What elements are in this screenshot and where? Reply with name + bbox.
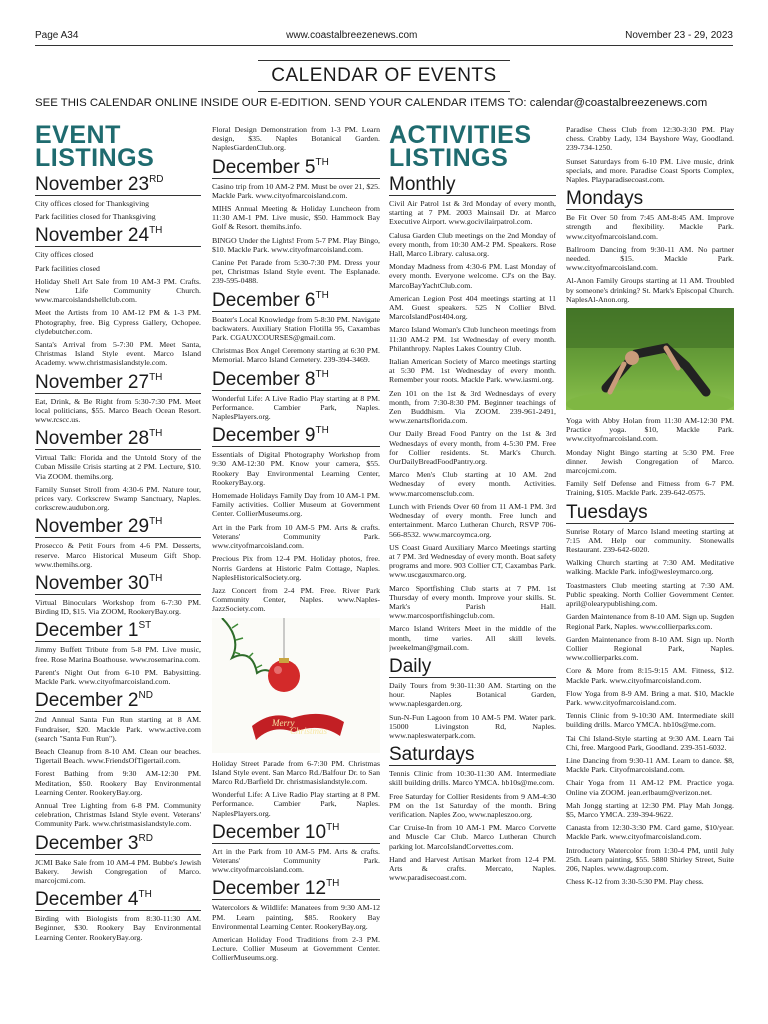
date-heading: [35, 620, 201, 642]
date-heading: [35, 372, 201, 394]
date-heading: [212, 290, 380, 312]
listing-entry: Garden Maintenance from 8-10 AM. Sign up. Sugden Regional Park, Naples. www.collierparks.com.: [566, 612, 734, 631]
column-event-listings-2: [212, 125, 380, 1020]
listing-entry: Our Daily Bread Food Pantry on the 1st & 3rd Wednesdays of every month, from 4-5:30 PM. Free for Collier residents. St. Mark's Church. OurDailyBreadFoodPantry.org.: [389, 429, 556, 467]
listing-entry: Toastmasters Club meeting starting at 7:30 AM. Public speaking. North Collier Government Center. april@olearypublishing.com.: [566, 580, 734, 609]
listing-entry: Garden Maintenance from 8-10 AM. Sign up. North Collier Regional Park, Naples. www.collierparks.com.: [566, 634, 734, 663]
listing-entry: Yoga with Abby Holan from 11:30 AM-12:30 PM. Practice yoga. $10, Mackle Park. www.cityofmarcoisland.com.: [566, 416, 734, 444]
section-heading: Tuesdays: [566, 502, 734, 524]
listing-entry: JCMI Bake Sale from 10 AM-4 PM. Bubbe's Jewish Bakery. Jewish Congregation of Marco. marcojcmi.com.: [35, 857, 201, 885]
date-text: December 9: [212, 425, 316, 447]
date-heading: [35, 225, 201, 247]
listing-entry: Daily Tours from 9:30-11:30 AM. Starting on the hour. Naples Botanical Garden, www.naplesgarden.org.: [389, 680, 556, 709]
listing-entry: Flow Yoga from 8-9 AM. Bring a mat. $10, Mackle Park. www.cityofmarcoisland.com.: [566, 688, 734, 707]
column-activities-1: [389, 124, 556, 1019]
listing-entry: Introductory Watercolor from 1:30-4 PM, until July 25th. Learn painting, $55. 5880 Shirley Street, Suite 206, Naples. www.dagroup.com.: [566, 845, 734, 873]
date-ordinal: TH: [149, 516, 163, 528]
date-text: November 27: [35, 371, 150, 393]
listing-entry: Marco Island Woman's Club luncheon meetings from 11:30 AM-2 PM. 1st Wednesday of every month. Philanthropy. Naples Lakes Country Club.: [389, 325, 556, 353]
christmas-ornament-image: [212, 618, 380, 753]
event-listings-heading-line2: LISTINGS: [35, 144, 155, 172]
listing-entry: Wonderful Life: A Live Radio Play starting at 8 PM. Performance. Cambier Park, Naples. NaplesPlayers.org.: [212, 393, 380, 422]
listing-entry: Canine Pet Parade from 5:30-7:30 PM. Dress your pet, Christmas Island Style event. The Esplanade. 239-595-0488.: [212, 258, 380, 286]
listing-entry: Hand and Harvest Artisan Market from 12-4 PM. Arts & crafts. Mercato, Naples. www.paradisecoast.com.: [389, 854, 556, 883]
date-heading: [212, 157, 380, 179]
event-listings-heading: [35, 124, 201, 170]
listing-entry: Casino trip from 10 AM-2 PM. Must be over 21, $25. Mackle Park. www.cityofmarcoisland.com.: [212, 181, 380, 200]
listing-entry: US Coast Guard Auxiliary Marco Meetings starting at 7 PM. 3rd Wednesday of every month. Boat safety programs and more. 903 Collier CT, Caxambas Park. www.uscgauxmarco.org.: [389, 542, 556, 580]
date-heading: [212, 425, 380, 447]
listing-entry: Virtual Talk: Florida and the Untold Story of the Cuban Missile Crisis starting at 2 PM. Lecture, $10. Via ZOOM. themihs.org.: [35, 453, 201, 481]
listing-entry: Beach Cleanup from 8-10 AM. Clean our beaches. Tigertail Beach. www.FriendsOfTigertail.com.: [35, 746, 201, 766]
listing-entry: City offices closed: [35, 250, 94, 260]
date-text: December 3: [35, 832, 139, 854]
event-listings-heading-line1: EVENT: [35, 124, 121, 149]
listing-entry: Sunrise Rotary of Marco Island meeting starting at 7:15 AM. Help our community. Stonewalls Restaurant. 239-642-6020.: [566, 526, 734, 555]
listing-entry: Monday Madness from 4:30-6 PM. Last Monday of every month. Everyone welcome. CJ's on the Bay. MarcoBayYachtClub.com.: [389, 262, 556, 290]
issue-dates: November 23 - 29, 2023: [625, 30, 733, 41]
date-text: November 29: [35, 516, 150, 538]
listing-entry: Civil Air Patrol 1st & 3rd Monday of every month, starting at 7 PM. 2003 Mainsail Dr. at Marco Executive Airport. www.gocivilairpatrol.com.: [389, 199, 556, 227]
section-heading: Daily: [389, 656, 556, 678]
listing-entry: Line Dancing from 9:30-11 AM. Learn to dance. $8, Mackle Park. Cityofmarcoisland.com.: [566, 755, 734, 775]
section-heading: Mondays: [566, 188, 734, 210]
listing-entry: Precious Pix from 12-4 PM. Holiday photos, free. Norris Gardens at Historic Palm Cottage, Naples. NaplesHistoricalSociety.org.: [212, 554, 380, 582]
date-text: December 4: [35, 889, 139, 911]
listing-entry: Homemade Holidays Family Day from 10 AM-1 PM. Family activities. Collier Museum at Government Center. CollierMuseums.org.: [212, 491, 380, 519]
listing-entry: Forest Bathing from 9:30 AM-12:30 PM. Meditation, $50. Rookery Bay Environmental Learning Center. RookeryBay.org.: [35, 769, 201, 797]
date-ordinal: TH: [326, 821, 340, 833]
listing-entry: Paradise Chess Club from 12:30-3:30 PM. Play chess. Crabby Lady, 134 Bayshore Way, Goodland. 239-734-1250.: [566, 125, 734, 153]
date-text: November 24: [35, 225, 150, 247]
date-heading: [212, 878, 380, 900]
listing-entry: American Legion Post 404 meetings starting at 11 AM. Guest speakers. 525 N Collier Blvd. MarcoIslandPost404.org.: [389, 293, 556, 322]
listing-entry: Chair Yoga from 11 AM-12 PM. Practice yoga. Online via ZOOM. jean.erlbaum@verizon.net.: [566, 778, 734, 797]
merry-christmas-lettering: Christmas: [290, 725, 328, 736]
listing-entry: MIHS Annual Meeting & Holiday Luncheon from 11:30 AM-1 PM. Live music, $50. Hammock Bay Golf & Resort. themihs.info.: [212, 204, 380, 232]
site-url[interactable]: www.coastalbreezenews.com: [286, 30, 418, 41]
listing-entry: Marco Island Writers Meet in the middle of the month, time varies. All skill levels. jweekelman@gmail.com.: [389, 624, 556, 652]
page-number: Page A34: [35, 30, 79, 41]
date-text: November 28: [35, 428, 150, 450]
column-activities-2: [566, 125, 734, 1020]
date-heading: [35, 174, 201, 196]
merry-christmas-lettering: Merry: [272, 717, 295, 728]
page-title: CALENDAR OF EVENTS: [258, 60, 510, 92]
listing-entry: Lunch with Friends Over 60 from 11 AM-1 PM. 3rd Wednesday of every month. Free lunch and entertainment. Marco Lutheran Church, RSVP 706-566-8532. www.marcoymca.org.: [389, 501, 556, 539]
listing-entry: Christmas Box Angel Ceremony starting at 6:30 PM. Memorial. Marco Island Cemetery. 239-394-3469.: [212, 346, 380, 365]
date-ordinal: TH: [149, 371, 163, 383]
date-ordinal: ND: [138, 690, 153, 702]
listing-entry: Sun-N-Fun Lagoon from 10 AM-5 PM. Water park. 15000 Livingston Rd, Naples. www.napleswaterpark.com.: [389, 712, 556, 740]
date-heading: [35, 516, 201, 538]
date-ordinal: RD: [149, 174, 164, 185]
listing-entry: Chess K-12 from 3:30-5:30 PM. Play chess.: [566, 877, 704, 887]
listing-entry: American Holiday Food Traditions from 2-3 PM. Lecture. Collier Museum at Government Center. CollierMuseums.org.: [212, 934, 380, 963]
listing-entry: Free Saturday for Collier Residents from 9 AM-4:30 PM on the 1st Saturday of the month. Bring verification. Naples Zoo, www.napleszoo.org.: [389, 791, 556, 819]
date-heading: [35, 428, 201, 450]
listing-entry: Tennis Clinic from 10:30-11:30 AM. Intermediate skill building drills. Marco YMCA. hb10s@me.com.: [389, 769, 556, 788]
date-text: November 23: [35, 174, 150, 195]
listing-entry: Eat, Drink, & Be Right from 5:30-7:30 PM. Meet local politicians, $55. Marco Beach Ocean Resort. www.rcscc.us.: [35, 396, 201, 425]
date-ordinal: TH: [149, 225, 163, 237]
listing-entry: Art in the Park from 10 AM-5 PM. Arts & crafts. Veterans' Community Park. www.cityofmarcoisland.com.: [212, 522, 380, 551]
listing-entry: Family Sunset Stroll from 4:30-6 PM. Nature tour, prices vary. Corkscrew Swamp Sanctuary, Naples. corkscrew.audubon.org.: [35, 484, 201, 513]
listing-entry: Jazz Concert from 2-4 PM. Free. River Park Community Center, Naples. www.Naples-JazzSociety.com.: [212, 585, 380, 614]
activities-listings-heading-line1: ACTIVITIES: [389, 124, 532, 149]
listing-entry: Calusa Garden Club meetings on the 2nd Monday of every month, from 10:30 AM-2 PM. Speakers. Rose Hall, Marco Library. calusa.org.: [389, 230, 556, 259]
listing-entry: Virtual Binoculars Workshop from 6-7:30 PM. Birding ID, $15. Via ZOOM, RookeryBay.org.: [35, 598, 201, 617]
listing-entry: Core & More from 8:15-9:15 AM. Fitness, $12. Mackle Park. www.cityofmarcoisland.com.: [566, 666, 734, 685]
listing-entry: Jimmy Buffett Tribute from 5-8 PM. Live music, free. Rose Marina Boathouse. www.rosemarina.com.: [35, 645, 201, 664]
listing-entry: Ballroom Dancing from 9:30-11 AM. No partner needed. $15. Mackle Park. www.cityofmarcoisland.com.: [566, 244, 734, 273]
listing-entry: Watercolors & Wildlife: Manatees from 9:30 AM-12 PM. Learn painting, $85. Rookery Bay Environmental Learning Center. RookeryBay.org.: [212, 903, 380, 931]
date-ordinal: ST: [138, 620, 152, 632]
date-text: December 2: [35, 690, 139, 712]
listing-entry: Holiday Shell Art Sale from 10 AM-3 PM. Crafts. New Life Community Church. www.marcoislandshellclub.com.: [35, 276, 201, 305]
date-ordinal: TH: [326, 878, 340, 890]
listing-entry: Wonderful Life: A Live Radio Play starting at 8 PM. Performance. Cambier Park, Naples. NaplesPlayers.org.: [212, 790, 380, 818]
column-event-listings-1: [35, 124, 201, 1019]
date-text: November 30: [35, 573, 150, 595]
listing-entry: Tai Chi Island-Style starting at 9:30 AM. Learn Tai Chi, free. Margood Park, Goodland. 239-351-6032.: [566, 733, 734, 752]
date-ordinal: TH: [315, 156, 329, 168]
listing-entry: Zen 101 on the 1st & 3rd Wednesdays of every month, from 7:30-8:30 PM. Beginner teachings of Zen Buddhism. Via ZOOM. 239-961-2491, www.zenartsflorida.com.: [389, 388, 556, 426]
listing-entry: Park facilities closed for Thanksgiving: [35, 212, 156, 222]
header-rule: [35, 45, 733, 46]
date-heading: [35, 889, 201, 911]
listing-entry: Holiday Street Parade from 6-7:30 PM. Christmas Island Style event. San Marco Rd./Balfour Dr. to San Marco Rd./Barfield Dr. christmasislandstyle.com.: [212, 758, 380, 786]
listing-entry: Italian American Society of Marco meetings starting at 5:30 PM. 1st Wednesday of every month. Remember your roots. Mackle Park. www.iasmi.org.: [389, 357, 556, 385]
listing-entry: Prosecco & Petit Fours from 4-6 PM. Desserts, reserve. Marco Historical Museum Gift Shop. www.themihs.org.: [35, 541, 201, 569]
section-heading: Monthly: [389, 174, 556, 196]
date-heading: [35, 833, 201, 855]
listing-entry: 2nd Annual Santa Fun Run starting at 8 AM. Fundraiser, $20. Mackle Park. www.active.com (search "Santa Fun Run").: [35, 715, 201, 743]
date-text: December 8: [212, 368, 316, 390]
listing-entry: Annual Tree Lighting from 6-8 PM. Community celebration, Christmas Island Style event. Veterans' Community Park. www.christmasislandstyle.com.: [35, 800, 201, 829]
date-text: December 10: [212, 821, 327, 843]
listing-entry: Essentials of Digital Photography Workshop from 9:30 AM-12:30 PM. Know your camera, $55. Rookery Bay Environmental Learning Center, RookeryBay.org.: [212, 450, 380, 487]
date-ordinal: TH: [315, 368, 329, 380]
activities-listings-heading-line2: LISTINGS: [389, 144, 509, 172]
listing-entry: Car Cruise-In from 10 AM-1 PM. Marco Corvette and Muscle Car Club. Marco Lutheran Church parking lot. MarcoIslandCorvettes.com.: [389, 823, 556, 851]
listing-entry: Floral Design Demonstration from 1-3 PM. Learn design, $35. Naples Botanical Garden. NaplesGardenClub.org.: [212, 125, 380, 153]
listing-entry: Birding with Biologists from 8:30-11:30 AM. Beginner, $30. Rookery Bay Environmental Learning Center. RookeryBay.org.: [35, 914, 201, 942]
listing-entry: Family Self Defense and Fitness from 6-7 PM. Training, $105. Mackle Park. 239-642-0575.: [566, 479, 734, 498]
date-ordinal: TH: [315, 289, 329, 301]
date-heading: [212, 822, 380, 844]
listing-entry: Meet the Artists from 10 AM-12 PM & 1-3 PM. Photography, free. Big Cypress Gallery, Ochopee. clydebutcher.com.: [35, 308, 201, 336]
listing-entry: Parent's Night Out from 6-10 PM. Babysitting. Mackle Park. www.cityofmarcoisland.com.: [35, 667, 201, 687]
yoga-photo: [566, 308, 734, 410]
section-heading: Saturdays: [389, 744, 556, 766]
listing-entry: Marco Men's Club starting at 10 AM. 2nd Wednesday of every month. Activities. www.marcomensclub.com.: [389, 470, 556, 498]
listing-entry: City offices closed for Thanksgiving: [35, 199, 150, 208]
listing-entry: BINGO Under the Lights! From 5-7 PM. Play Bingo, $10. Mackle Park. www.cityofmarcoisland.com.: [212, 235, 380, 254]
date-text: December 6: [212, 289, 316, 311]
listing-entry: Marco Sportfishing Club starts at 7 PM. 1st Thursday of every month. Improve your skills. St. Mark's Parish Hall. www.marcosportfishingclub.com.: [389, 583, 556, 621]
listing-entry: Boater's Local Knowledge from 5-8:30 PM. Navigate backwaters. Auxiliary Station Flotilla 95, Caxambas Park. CGAUXCOURSES@gmail.com.: [212, 314, 380, 343]
date-text: December 1: [35, 620, 139, 642]
date-heading: [212, 369, 380, 391]
date-text: December 12: [212, 878, 327, 900]
date-ordinal: TH: [149, 573, 163, 585]
listing-entry: Al-Anon Family Groups starting at 11 AM. Troubled by someone's drinking? St. Mark's Episcopal Church. NaplesAl-Anon.org.: [566, 276, 734, 304]
listing-entry: Monday Night Bingo starting at 5:30 PM. Free dinner. Jewish Congregation of Marco. marcojcmi.com.: [566, 447, 734, 476]
listing-entry: Walking Church starting at 7:30 AM. Meditative walking. Mackle Park. info@wesleymarco.org.: [566, 558, 734, 577]
date-ordinal: TH: [315, 425, 329, 437]
listing-entry: Mah Jongg starting at 12:30 PM. Play Mah Jongg. $5, Marco YMCA. 239-394-9622.: [566, 800, 734, 819]
listing-entry: Canasta from 12:30-3:30 PM. Card game, $10/year. Mackle Park. www.cityofmarcoisland.com.: [566, 823, 734, 842]
date-heading: [35, 690, 201, 712]
date-heading: [35, 573, 201, 595]
listing-entry: Tennis Clinic from 9-10:30 AM. Intermediate skill building drills. Marco YMCA. hb10s@me.com.: [566, 711, 734, 730]
listing-entry: Park facilities closed: [35, 263, 100, 273]
date-text: December 5: [212, 156, 316, 178]
listing-entry: Art in the Park from 10 AM-5 PM. Arts & crafts. Veterans' Community Park. www.cityofmarcoisland.com.: [212, 846, 380, 875]
date-ordinal: TH: [149, 428, 163, 440]
page-header: [35, 30, 733, 44]
listing-entry: Santa's Arrival from 5-7:30 PM. Meet Santa, Christmas Island Style event. Marco Island Academy. www.christmasislandstyle.com.: [35, 340, 201, 368]
activities-listings-heading: [389, 124, 556, 170]
date-ordinal: TH: [138, 889, 152, 901]
listing-entry: Be Fit Over 50 from 7:45 AM-8:45 AM. Improve strength and flexibility. Mackle Park. www.cityofmarcoisland.com.: [566, 213, 734, 241]
submission-note: SEE THIS CALENDAR ONLINE INSIDE OUR E-EDITION. SEND YOUR CALENDAR ITEMS TO: calendar@coastalbreezenews.com: [35, 97, 708, 109]
listing-entry: Sunset Saturdays from 6-10 PM. Live music, drink specials, and more. Paradise Coast Sports Complex, Naples. Playparadisecoast.com.: [566, 156, 734, 185]
date-ordinal: RD: [138, 832, 153, 844]
